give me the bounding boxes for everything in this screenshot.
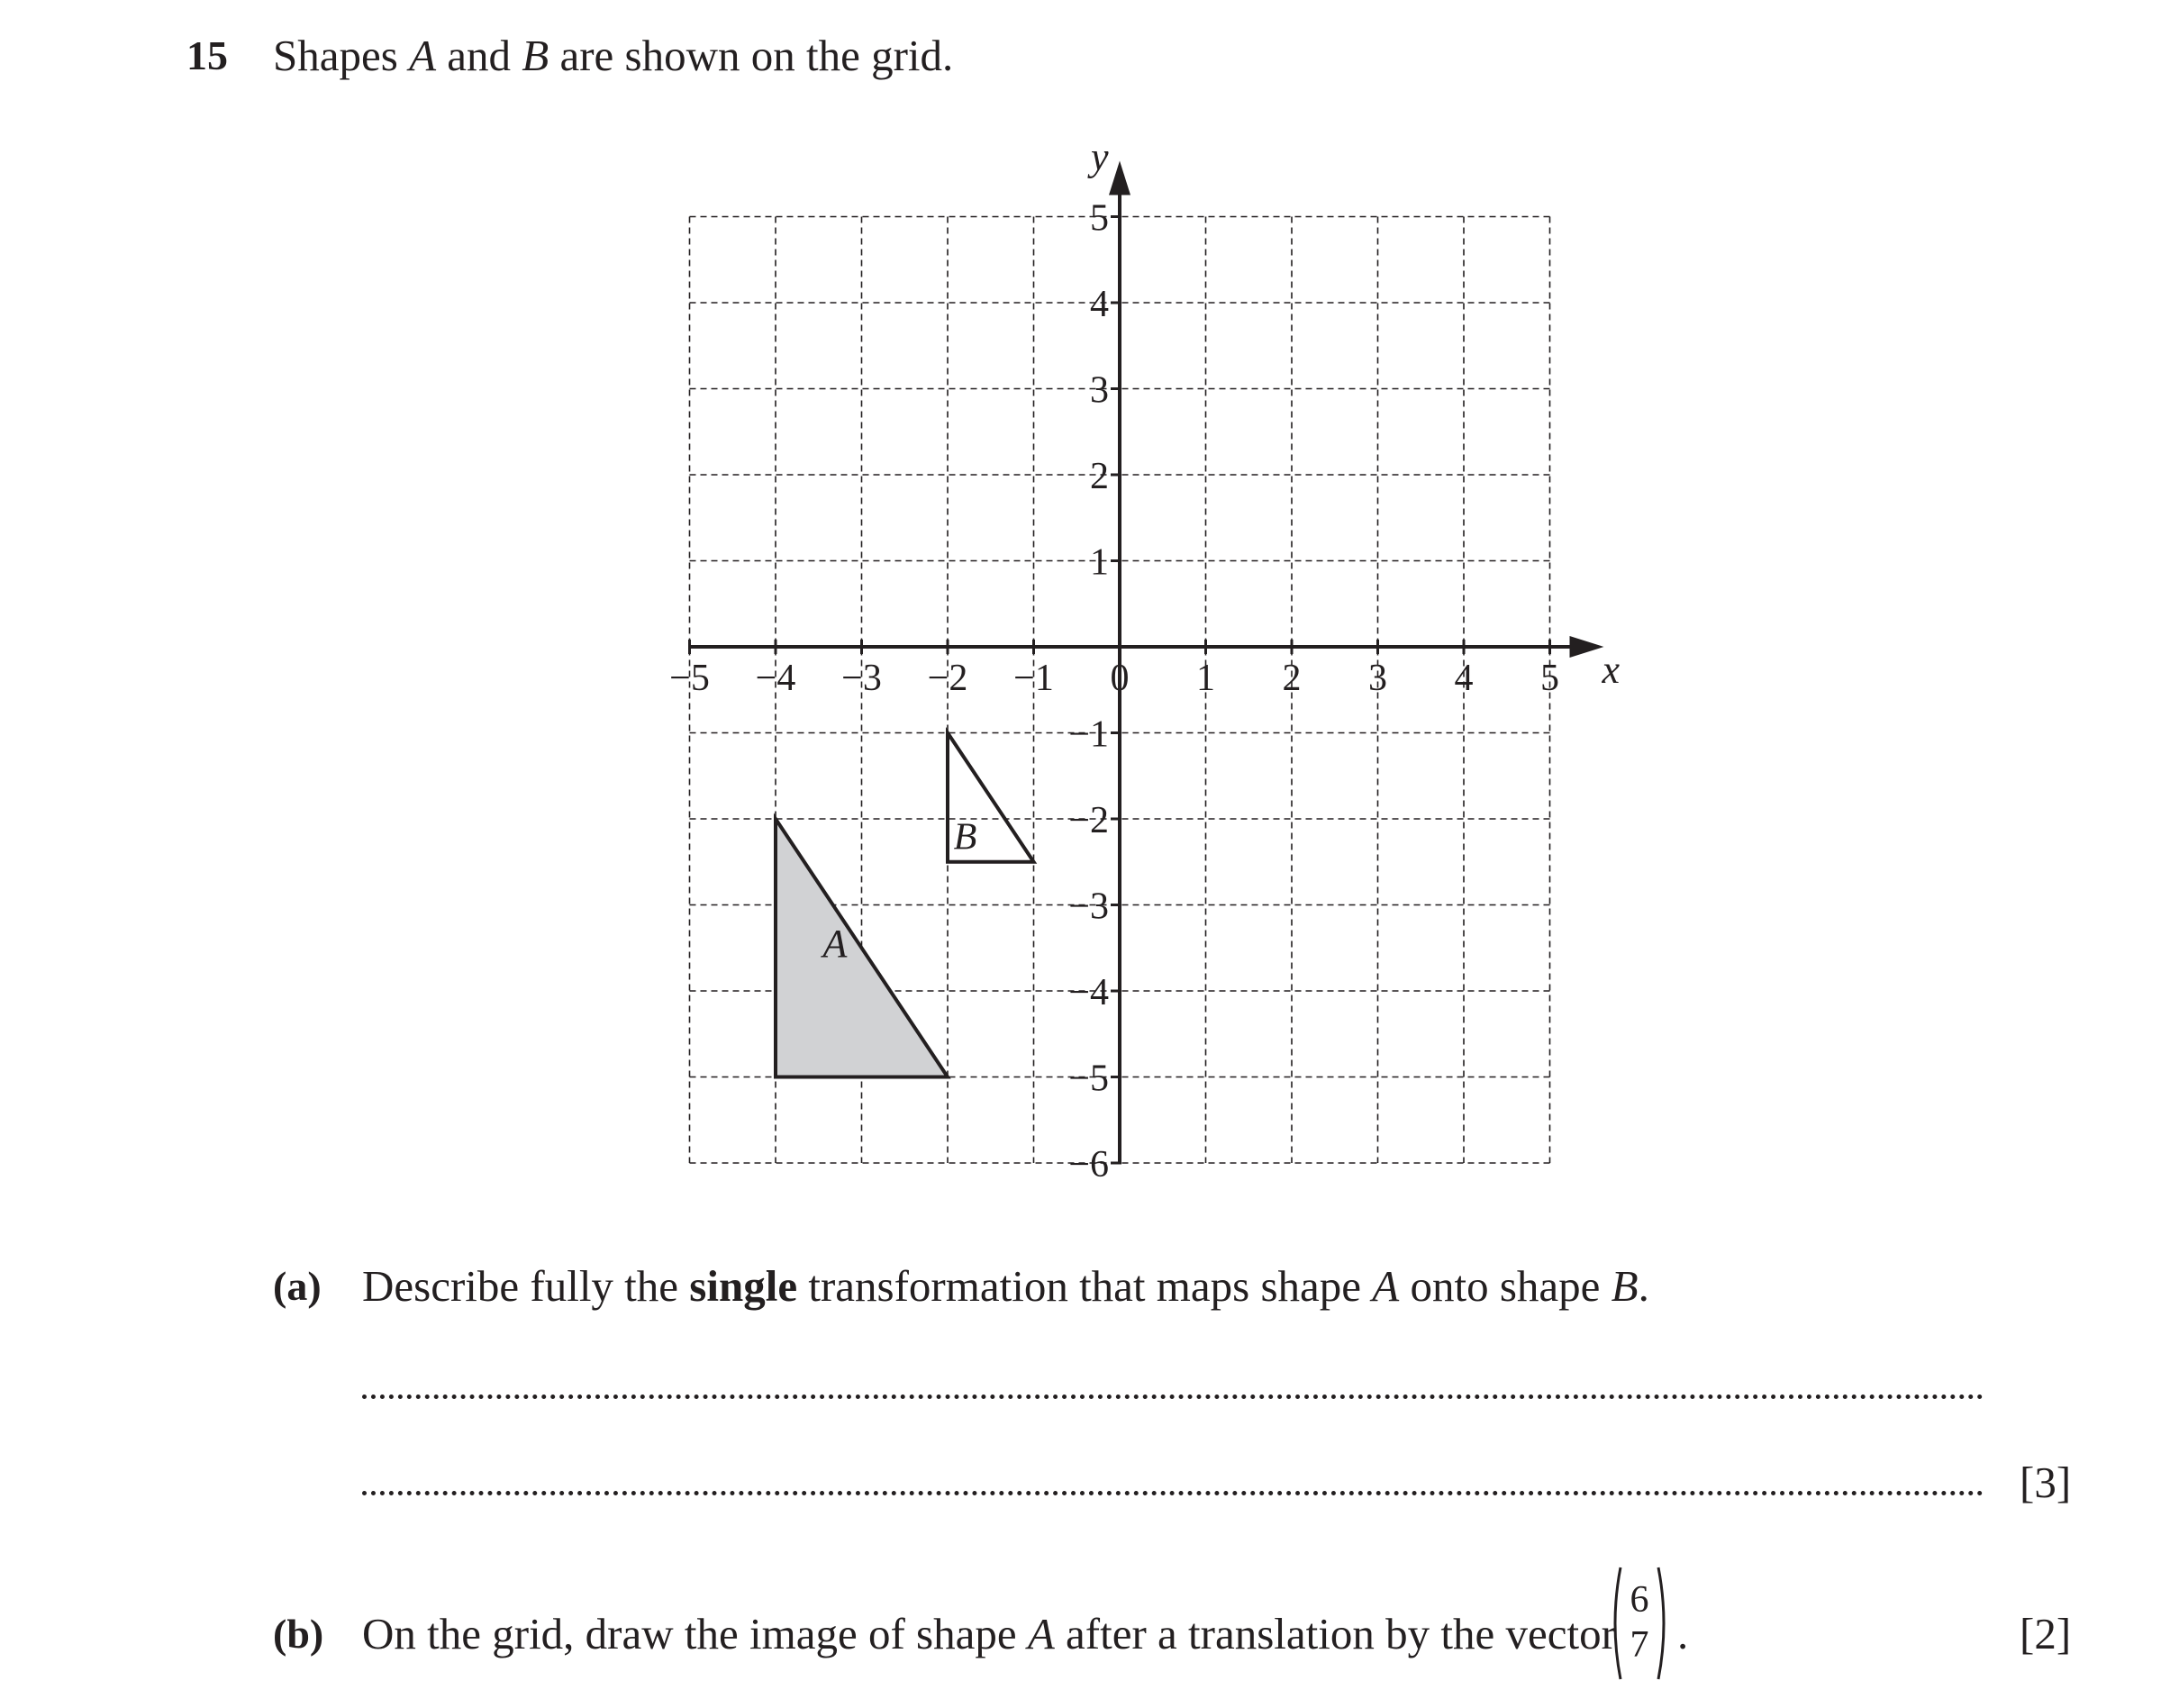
stem-text-mid: and bbox=[436, 31, 522, 80]
stem-text-prefix: Shapes bbox=[273, 31, 410, 80]
y-axis-label: y bbox=[1091, 134, 1109, 179]
part-b-label: (b) bbox=[273, 1611, 324, 1657]
shape-a-label: A bbox=[822, 921, 848, 966]
part-a-text-bold: single bbox=[689, 1261, 798, 1311]
y-tick-label: 4 bbox=[1090, 284, 1109, 325]
y-axis-arrow-icon bbox=[1109, 161, 1130, 195]
x-axis-arrow-icon bbox=[1570, 636, 1604, 658]
y-tick-label: −1 bbox=[1068, 713, 1109, 756]
part-a-shape-a: A bbox=[1372, 1261, 1400, 1311]
y-tick-label: 1 bbox=[1090, 541, 1109, 584]
x-tick-label: −4 bbox=[755, 658, 796, 699]
y-tick-label: 2 bbox=[1090, 456, 1109, 497]
x-tick-label: 1 bbox=[1196, 658, 1215, 699]
y-tick-label: 5 bbox=[1090, 197, 1109, 240]
y-tick-label: 3 bbox=[1090, 369, 1109, 412]
answer-line-2[interactable] bbox=[362, 1491, 1984, 1495]
x-tick-label: 4 bbox=[1454, 658, 1474, 699]
stem-shape-a: A bbox=[409, 31, 437, 80]
part-b-question bbox=[362, 1605, 1616, 1663]
y-tick-label: −3 bbox=[1068, 886, 1109, 928]
x-tick-label: 5 bbox=[1540, 658, 1559, 699]
vector-top: 6 bbox=[1630, 1579, 1649, 1621]
part-b-shape-a: A bbox=[1027, 1609, 1055, 1658]
x-axis-label: x bbox=[1602, 648, 1621, 692]
part-a-question bbox=[362, 1258, 1649, 1315]
x-tick-label: 3 bbox=[1368, 658, 1387, 699]
part-a-text-3: onto shape bbox=[1399, 1261, 1612, 1311]
part-a-shape-b: B bbox=[1611, 1261, 1639, 1311]
part-a-text-2: transformation that maps shape bbox=[797, 1261, 1373, 1311]
x-tick-label: −5 bbox=[669, 658, 710, 699]
x-tick-label: −3 bbox=[841, 658, 882, 699]
x-tick-label: 2 bbox=[1282, 658, 1302, 699]
part-b-marks: [2] bbox=[2020, 1609, 2072, 1658]
part-a-text-4: . bbox=[1638, 1261, 1649, 1311]
translation-vector bbox=[1608, 1566, 1671, 1683]
stem-text-suffix: are shown on the grid. bbox=[549, 31, 954, 80]
x-tick-label: 0 bbox=[1110, 658, 1130, 699]
part-a-label: (a) bbox=[273, 1263, 322, 1309]
y-tick-label: −2 bbox=[1068, 800, 1109, 841]
right-paren-icon bbox=[1657, 1566, 1671, 1681]
vector-bottom: 7 bbox=[1630, 1624, 1649, 1666]
stem-shape-b: B bbox=[522, 31, 549, 80]
question-number: 15 bbox=[186, 32, 228, 78]
part-a-text-1: Describe fully the bbox=[362, 1261, 690, 1311]
y-tick-label: −6 bbox=[1068, 1144, 1109, 1186]
part-b-text-1: On the grid, draw the image of shape bbox=[362, 1609, 1028, 1658]
y-tick-label: −4 bbox=[1068, 972, 1109, 1013]
part-a-marks: [3] bbox=[2020, 1458, 2072, 1507]
shape-b-label: B bbox=[953, 816, 977, 859]
part-b-text-end: . bbox=[1677, 1609, 1689, 1658]
part-b-text-2: after a translation by the vector bbox=[1054, 1609, 1616, 1658]
y-tick-label: −5 bbox=[1068, 1058, 1109, 1100]
x-tick-label: −1 bbox=[1013, 658, 1054, 699]
answer-line-1[interactable] bbox=[362, 1395, 1984, 1399]
x-tick-label: −2 bbox=[927, 658, 968, 699]
